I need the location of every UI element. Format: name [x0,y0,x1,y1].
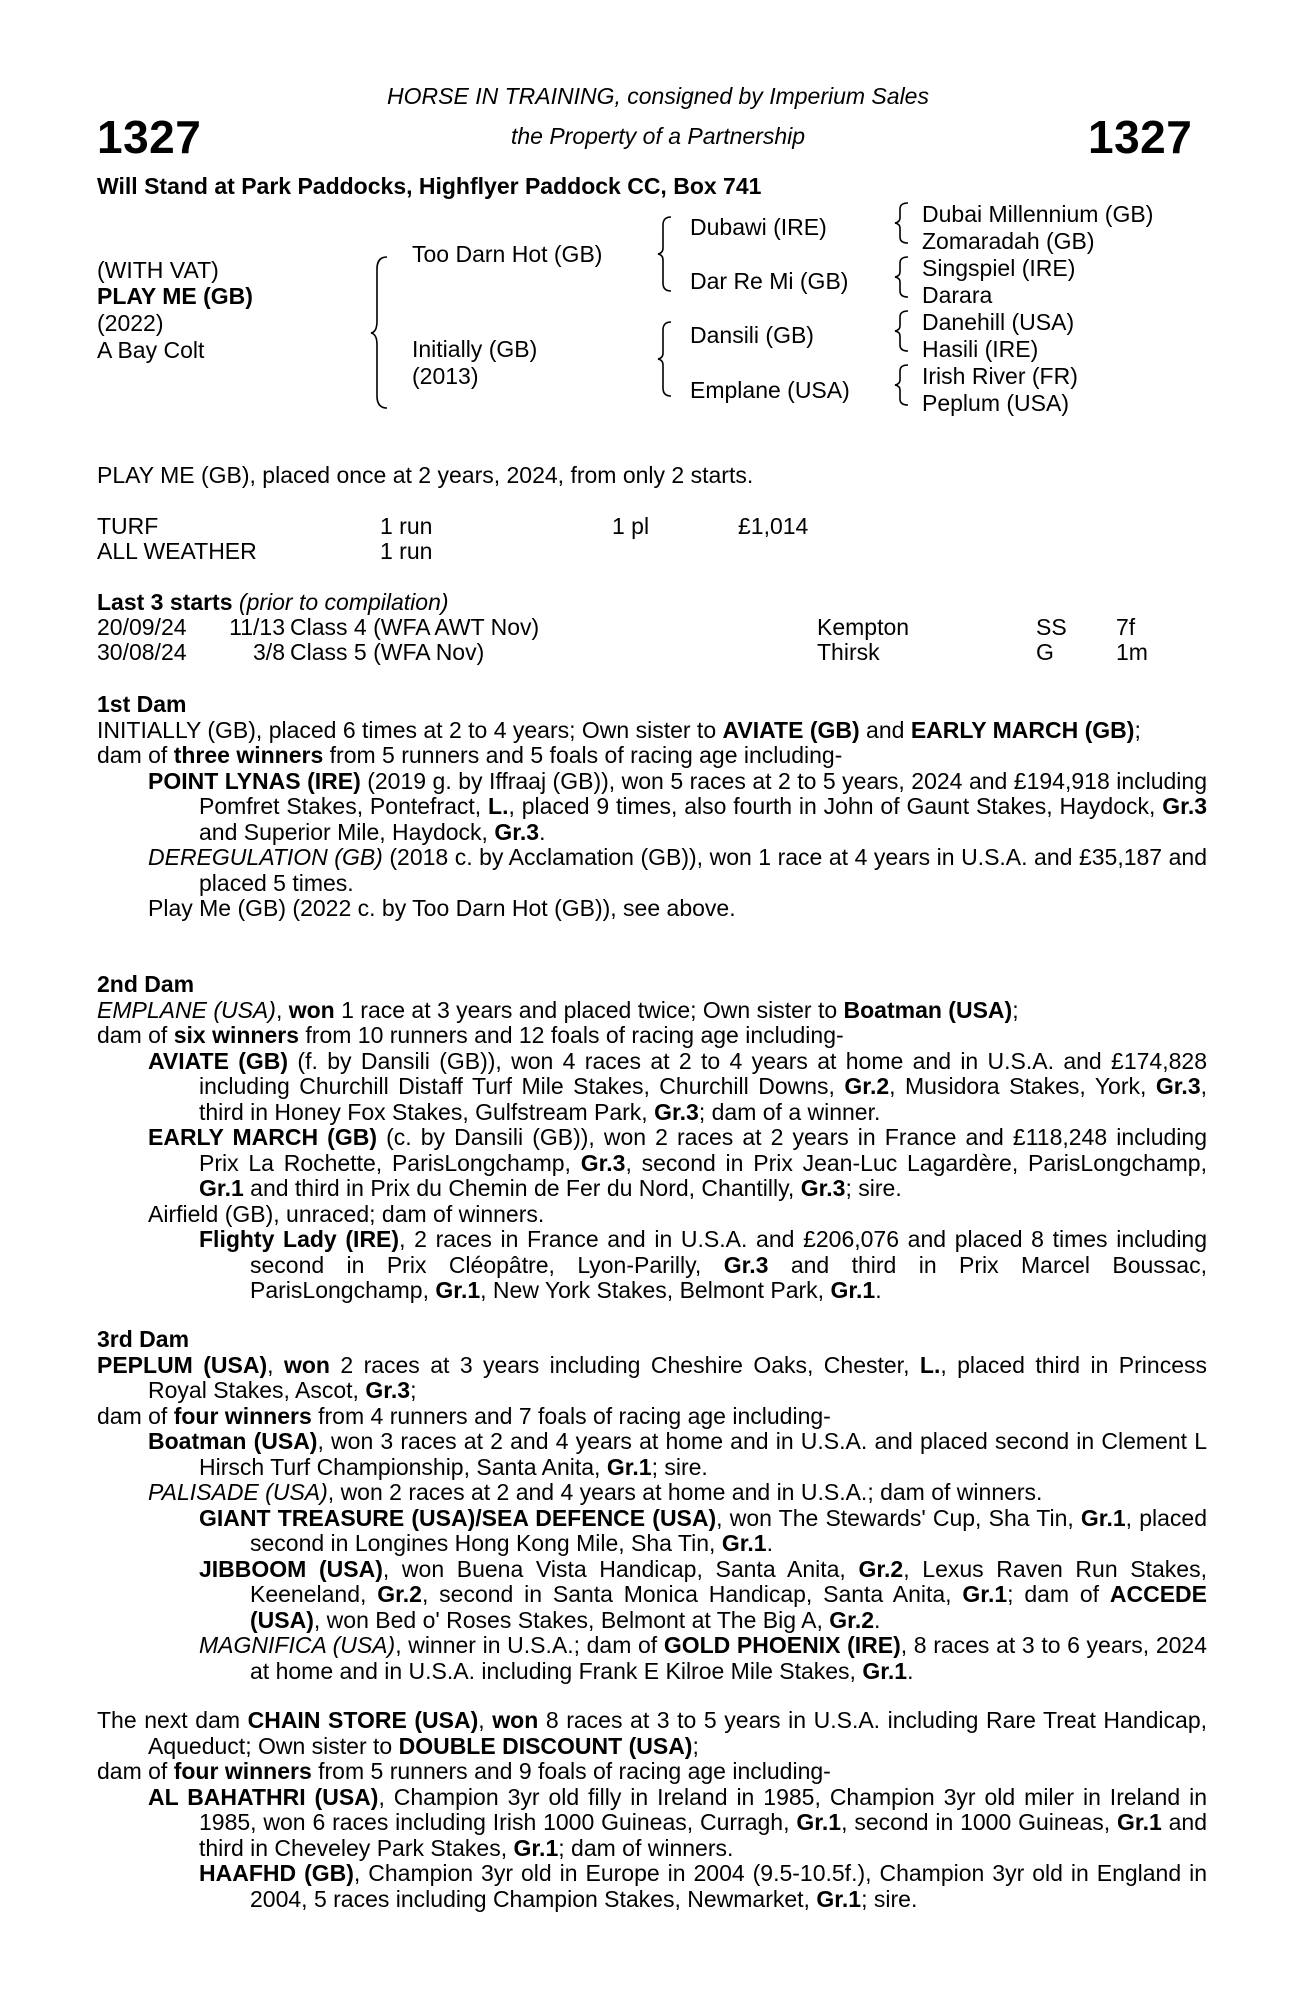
record-turf-surface: TURF [97,513,159,539]
record-turf-placed: 1 pl [612,513,650,539]
race-summary: PLAY ME (GB), placed once at 2 years, 2024, from only 2 starts. [97,462,754,488]
grandparent-8: Peplum (USA) [922,390,1069,416]
produce-play-me: Play Me (GB) (2022 c. by Too Darn Hot (GB)), see above. [148,895,736,921]
peplum-text-2: 2 races at 3 years including Cheshire Oaks, Chester, [329,1351,920,1378]
emplane-won: won [288,996,335,1023]
last-starts-note: (prior to compilation) [238,589,449,615]
record-turf-runs: 1 run [380,513,433,539]
jibboom-grade-3: Gr.1 [962,1581,1008,1607]
magnifica-name: MAGNIFICA (USA) [199,1632,396,1658]
start-2-distance: 1m [1116,639,1148,665]
start-2-date: 30/08/24 [97,639,187,665]
pedigree-brace-sire [656,215,674,293]
pedigree-brace-dam [656,320,674,398]
property-line: the Property of a Partnership [510,123,806,149]
jibboom-text-5: , won Bed o' Roses Stakes, Belmont at The Big A, [313,1606,830,1633]
horse-name: PLAY ME (GB) [97,283,253,309]
boatman-text-2: ; sire. [651,1453,708,1480]
al-bahathri-text-4: ; dam of winners. [558,1834,734,1861]
lot-number-left: 1327 [97,111,202,163]
pedigree-brace-g12 [893,201,911,245]
giant-treasure-text-3: . [766,1530,773,1556]
boatman-grade-1: Gr.1 [606,1453,652,1480]
third-dam-produce-summary [97,1404,1207,1430]
grandparent-6: Hasili (IRE) [922,336,1039,362]
grandparent-3: Singspiel (IRE) [922,255,1076,281]
al-bahathri-name: AL BAHATHRI (USA) [148,1783,379,1810]
aviate-grade-3: Gr.3 [654,1098,699,1125]
dam-dam: Emplane (USA) [690,377,850,403]
early-march-text-4: ; sire. [845,1175,902,1201]
start-1-date: 20/09/24 [97,614,187,640]
magnifica-grade-1: Gr.1 [862,1657,908,1684]
pedigree-brace-g34 [893,255,911,299]
record-aw-surface: ALL WEATHER [97,538,257,564]
next-dam-dam-of: dam of [97,1758,174,1784]
early-march-text-3: and third in Prix du Chemin de Fer du Nord, Chantilly, [243,1175,801,1201]
start-2-course: Thirsk [817,639,880,665]
next-dam-runners: from 5 runners and 9 foals of racing age including- [311,1758,831,1784]
point-lynas-text-2: , placed 9 times, also fourth in John of Gaunt Stakes, Haydock, [508,793,1163,819]
flighty-lady-text-3: , New York Stakes, Belmont Park, [480,1277,831,1303]
produce-airfield: Airfield (GB), unraced; dam of winners. [148,1200,545,1227]
start-1-course: Kempton [817,614,910,640]
jibboom-text-1: , won Buena Vista Handicap, Santa Anita, [382,1555,859,1582]
giant-treasure-grade-1: Gr.1 [1080,1504,1126,1531]
last-starts-heading [97,590,449,616]
first-dam-produce-summary [97,743,1207,769]
first-dam-dam-of: dam of [97,742,174,768]
pedigree-brace-g78 [893,363,911,407]
grandparent-2: Zomaradah (GB) [922,228,1095,254]
giant-treasure-text-2: , placed second in Longines Hong Kong Mile, Sha Tin, [250,1504,1207,1556]
jibboom-text-2: , Lexus Raven Run Stakes, Keeneland, [250,1555,1207,1607]
magnifica-text-3: . [907,1657,914,1684]
first-dam-heading: 1st Dam [97,691,187,717]
early-march-grade-1: Gr.3 [580,1149,626,1176]
next-dam-winners: four winners [173,1758,312,1784]
al-bahathri-grade-3: Gr.1 [513,1834,559,1861]
haafhd-text-1: , Champion 3yr old in Europe in 2004 (9.5-10.5f.), Champion 3yr old in England in 2004, 5 races including Champion Stakes, Newmarket, [250,1860,1207,1912]
aviate-text-4: ; dam of a winner. [698,1098,881,1125]
pedigree-brace-g56 [893,309,911,353]
aviate-grade-2: Gr.3 [1155,1073,1201,1099]
al-bahathri-text-2: , second in 1000 Guineas, [841,1809,1117,1835]
first-dam-section [97,692,1207,922]
boatman-name: Boatman (USA) [148,1428,318,1454]
chain-store-name: CHAIN STORE (USA) [247,1707,479,1733]
third-dam-runners: from 4 runners and 7 foals of racing age including- [311,1402,831,1429]
produce-flighty-lady [199,1227,1207,1304]
aviate-name: AVIATE (GB) [148,1047,289,1074]
next-dam-produce-summary [97,1759,1207,1785]
grandparent-1: Dubai Millennium (GB) [922,201,1154,227]
al-bahathri-text-3: and third in Cheveley Park Stakes, [199,1809,1207,1861]
third-dam-dam-of: dam of [97,1402,174,1429]
sire: Too Darn Hot (GB) [412,241,603,267]
jibboom-name: JIBBOOM (USA) [199,1555,383,1582]
start-2-going: G [1036,639,1054,665]
produce-magnifica [199,1633,1207,1684]
third-dam-section [97,1327,1207,1684]
point-lynas-grade-2: Gr.3 [494,818,540,845]
dam-year: (2013) [412,363,479,389]
early-march-text-1: (c. by Dansili (GB)), won 2 races at 2 years in France and £118,248 including Prix La Rochette, ParisLongchamp, [199,1124,1207,1176]
haafhd-grade-1: Gr.1 [816,1885,862,1912]
peplum-text-1: , [267,1351,284,1378]
chain-store-text-2: 8 races at 3 to 5 years in U.S.A. including Rare Treat Handicap, Aqueduct; Own sister to [148,1707,1208,1759]
last-starts-title: Last 3 starts [97,589,233,615]
flighty-lady-grade-1: Gr.3 [723,1251,769,1278]
flighty-lady-grade-3: Gr.1 [830,1277,876,1303]
peplum-won: won [283,1351,330,1378]
third-dam-entry [97,1353,1207,1404]
vat-note: (WITH VAT) [97,257,219,283]
third-dam-winners: four winners [173,1402,312,1429]
magnifica-gold-phoenix: GOLD PHOENIX (IRE) [663,1632,901,1658]
chain-store-won: won [492,1707,539,1733]
produce-giant-treasure [199,1506,1207,1557]
stand-location: Will Stand at Park Paddocks, Highflyer Paddock CC, Box 741 [97,173,762,199]
al-bahathri-grade-1: Gr.1 [796,1809,842,1835]
aviate-grade-1: Gr.2 [844,1073,890,1099]
jibboom-text-6: . [874,1606,881,1633]
flighty-lady-text-4: . [875,1277,882,1303]
second-dam-entry [97,998,1207,1024]
start-1-distance: 7f [1116,614,1136,640]
sire-sire: Dubawi (IRE) [690,214,827,240]
grandparent-4: Darara [922,282,993,308]
produce-boatman [148,1429,1207,1480]
first-dam-text-3: ; [1134,716,1141,743]
point-lynas-text-4: . [539,818,546,845]
second-dam-section [97,972,1207,1304]
lot-number-right: 1327 [1088,111,1193,163]
jibboom-text-3: , second in Santa Monica Handicap, Santa Anita, [421,1581,963,1607]
early-march-grade-2: Gr.1 [199,1175,244,1201]
emplane-text-1: , [275,996,289,1023]
first-dam-text-2: and [859,716,911,743]
third-dam-heading: 3rd Dam [97,1326,190,1352]
start-2-position: 3/8 [253,639,285,665]
grandparent-5: Danehill (USA) [922,309,1075,335]
early-march-name: EARLY MARCH (GB) [148,1124,378,1150]
point-lynas-listed: L. [488,793,509,819]
next-dam-section [97,1708,1207,1912]
first-dam-winners: three winners [173,742,324,768]
al-bahathri-text-1: , Champion 3yr old filly in Ireland in 1985, Champion 3yr old miler in Ireland in 1985, won 6 races including Irish 1000 Guineas, Curragh, [199,1783,1207,1835]
record-turf-earnings: £1,014 [738,513,809,539]
aviate-text-3: , third in Honey Fox Stakes, Gulfstream Park, [199,1073,1208,1125]
emplane-text-2: 1 race at 3 years and placed twice; Own sister to [334,996,844,1023]
first-dam-sibling-2: EARLY MARCH (GB) [910,716,1135,743]
second-dam-dam-of: dam of [97,1022,174,1048]
aviate-text-1: (f. by Dansili (GB)), won 4 races at 2 to 4 years at home and in U.S.A. and £174,828 including Churchill Distaff Turf Mile Stakes, Churchill Downs, [199,1047,1207,1099]
peplum-name: PEPLUM (USA) [97,1351,268,1378]
first-dam-sibling-1: AVIATE (GB) [722,716,860,743]
peplum-text-3: , placed third in Princess Royal Stakes, Ascot, [148,1351,1207,1403]
second-dam-produce-summary [97,1023,1207,1049]
point-lynas-name: POINT LYNAS (IRE) [148,767,361,794]
next-dam-intro: The next dam [97,1707,248,1733]
dam: Initially (GB) [412,336,538,362]
second-dam-runners: from 10 runners and 12 foals of racing age including- [299,1022,844,1048]
first-dam-runners: from 5 runners and 5 foals of racing age including- [323,742,843,768]
pedigree-brace-main [369,255,391,410]
consignor-line: HORSE IN TRAINING, consigned by Imperium Sales [387,83,929,109]
emplane-name: EMPLANE (USA) [97,996,276,1023]
produce-al-bahathri [148,1785,1207,1862]
start-2-race: Class 5 (WFA Nov) [290,639,485,665]
jibboom-grade-2: Gr.2 [377,1581,422,1607]
flighty-lady-text-1: , 2 races in France and in U.S.A. and £206,076 and placed 8 times including second in Prix Cléopâtre, Lyon-Parilly, [250,1226,1208,1278]
dam-sire: Dansili (GB) [690,322,814,348]
early-march-grade-3: Gr.3 [800,1175,846,1201]
peplum-grade-1: Gr.3 [365,1377,411,1403]
produce-haafhd [199,1861,1207,1912]
first-dam-text-1: INITIALLY (GB), placed 6 times at 2 to 4 years; Own sister to [97,716,723,743]
palisade-text: , won 2 races at 2 and 4 years at home and in U.S.A.; dam of winners. [327,1479,1043,1505]
giant-treasure-grade-2: Gr.1 [721,1530,767,1556]
second-dam-heading: 2nd Dam [97,971,195,997]
chain-store-text-1: , [478,1707,493,1733]
aviate-text-2: , Musidora Stakes, York, [889,1073,1156,1099]
jibboom-grade-1: Gr.2 [858,1555,904,1582]
point-lynas-text-3: and Superior Mile, Haydock, [199,818,495,845]
early-march-text-2: , second in Prix Jean-Luc Lagardère, ParisLongchamp, [625,1149,1207,1176]
deregulation-text: (2018 c. by Acclamation (GB)), won 1 race at 4 years in U.S.A. and £35,187 and placed 5 times. [199,844,1207,896]
sire-dam: Dar Re Mi (GB) [690,268,849,294]
jibboom-text-4: ; dam of [1007,1581,1110,1607]
produce-aviate [148,1049,1207,1126]
giant-treasure-name: GIANT TREASURE (USA)/SEA DEFENCE (USA) [199,1504,717,1531]
start-1-position: 11/13 [229,614,285,640]
jibboom-accede: ACCEDE (USA) [250,1581,1208,1633]
produce-early-march [148,1125,1207,1202]
chain-store-text-3: ; [692,1732,699,1759]
horse-description: A Bay Colt [97,337,205,363]
flighty-lady-text-2: and third in Prix Marcel Boussac, ParisLongchamp, [250,1251,1207,1303]
jibboom-grade-4: Gr.2 [829,1606,875,1633]
produce-deregulation [148,845,1207,896]
magnifica-text-2: , 8 races at 3 to 6 years, 2024 at home and in U.S.A. including Frank E Kilroe Mile Stakes, [250,1632,1207,1684]
chain-store-sibling: DOUBLE DISCOUNT (USA) [398,1732,693,1759]
emplane-sibling: Boatman (USA) [843,996,1013,1023]
boatman-text-1: , won 3 races at 2 and 4 years at home and in U.S.A. and placed second in Clement L Hirsch Turf Championship, Santa Anita, [199,1428,1207,1480]
point-lynas-text-1: (2019 g. by Iffraaj (GB)), won 5 races at 2 to 5 years, 2024 and £194,918 including Pomfret Stakes, Pontefract, [199,767,1208,819]
grandparent-7: Irish River (FR) [922,363,1078,389]
flighty-lady-grade-2: Gr.1 [435,1277,481,1303]
emplane-text-3: ; [1012,996,1019,1023]
produce-palisade [148,1480,1207,1506]
horse-year: (2022) [97,310,164,336]
deregulation-name: DEREGULATION (GB) [148,844,383,870]
produce-jibboom [199,1557,1207,1634]
flighty-lady-name: Flighty Lady (IRE) [199,1226,400,1252]
giant-treasure-text-1: , won The Stewards' Cup, Sha Tin, [716,1504,1081,1531]
haafhd-name: HAAFHD (GB) [199,1860,354,1886]
next-dam-entry [97,1708,1207,1759]
peplum-listed: L. [919,1351,941,1378]
start-1-going: SS [1036,614,1067,640]
peplum-text-4: ; [410,1377,417,1403]
first-dam-entry [97,718,1207,744]
magnifica-text-1: , winner in U.S.A.; dam of [395,1632,664,1658]
al-bahathri-grade-2: Gr.1 [1117,1809,1162,1835]
record-aw-runs: 1 run [380,538,433,564]
second-dam-winners: six winners [173,1022,299,1048]
haafhd-text-2: ; sire. [861,1885,918,1912]
point-lynas-grade-1: Gr.3 [1162,793,1208,819]
palisade-name: PALISADE (USA) [148,1479,328,1505]
produce-point-lynas [148,769,1207,846]
start-1-race: Class 4 (WFA AWT Nov) [290,614,540,640]
